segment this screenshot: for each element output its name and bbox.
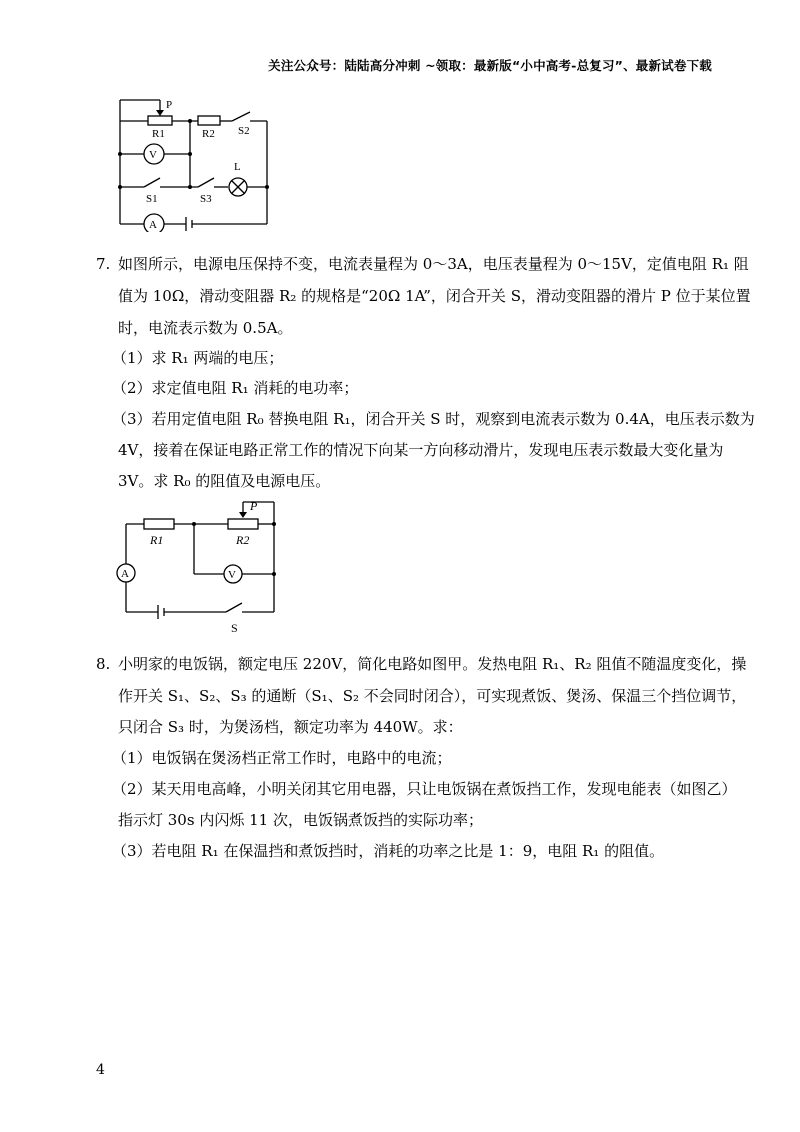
label-A: A (121, 568, 129, 580)
label-S3: S3 (200, 193, 212, 205)
label-S1: S1 (146, 193, 158, 205)
q7-line-7: 4V，接着在保证电路正常工作的情况下向某一方向移动滑片，发现电压表示数最大变化量为 (118, 441, 724, 459)
q8-line-4: （1）电饭锅在煲汤档正常工作时，电路中的电流； (112, 749, 452, 767)
circuit-diagram-1 (110, 92, 280, 236)
q7-line-5: （2）求定值电阻 R₁ 消耗的电功率； (112, 379, 359, 397)
q7-line-1: 如图所示，电源电压保持不变，电流表量程为 0～3A，电压表量程为 0～15V，定值电阻 R₁ 阻 (118, 255, 749, 273)
q8-line-7: （3）若电阻 R₁ 在保温挡和煮饭挡时，消耗的功率之比是 1：9，电阻 R₁ 的阻值。 (112, 842, 665, 860)
circuit-diagram-2-svg (108, 494, 298, 639)
q8-line-3: 只闭合 S₃ 时，为煲汤档，额定功率为 440W。求： (118, 718, 463, 736)
q8-line-5: （2）某天用电高峰，小明关闭其它用电器，只让电饭锅在煮饭挡工作，发现电能表（如图乙） (112, 780, 737, 798)
label-V: V (149, 149, 157, 161)
q7-number: 7. (96, 255, 111, 273)
q8-number: 8. (96, 655, 111, 673)
label-R2: R2 (236, 533, 250, 547)
label-S2: S2 (238, 125, 250, 137)
q7-line-4: （1）求 R₁ 两端的电压； (112, 349, 284, 367)
page-number: 4 (96, 1062, 105, 1078)
q8-line-2: 作开关 S₁、S₂、S₃ 的通断（S₁、S₂ 不会同时闭合），可实现煮饭、煲汤、保温三个挡位调节， (118, 687, 747, 705)
label-R1: R1 (152, 128, 165, 140)
page-header: 关注公众号：陆陆高分冲刺 ~领取：最新版“小中高考-总复习”、最新试卷下载 (268, 58, 712, 73)
label-P: P (250, 499, 258, 513)
q7-line-2: 值为 10Ω，滑动变阻器 R₂ 的规格是“20Ω 1A”，闭合开关 S，滑动变阻器的滑片 P 位于某位置 (118, 287, 751, 305)
label-R2: R2 (202, 128, 215, 140)
q7-line-3: 时，电流表示数为 0.5A。 (118, 319, 293, 337)
q8-line-1: 小明家的电饭锅，额定电压 220V，简化电路如图甲。发热电阻 R₁、R₂ 阻值不随温度变化，操 (118, 655, 747, 673)
label-R1: R1 (150, 533, 164, 547)
label-L: L (234, 161, 241, 173)
label-P: P (166, 99, 173, 111)
label-S: S (231, 621, 238, 635)
label-V: V (228, 569, 236, 581)
circuit-diagram-1-svg (110, 92, 280, 232)
q7-line-6: （3）若用定值电阻 R₀ 替换电阻 R₁，闭合开关 S 时，观察到电流表示数为 0.4A，电压表示数为 (112, 410, 755, 428)
q8-line-6: 指示灯 30s 内闪烁 11 次，电饭锅煮饭挡的实际功率； (118, 811, 483, 829)
circuit-diagram-2 (108, 494, 298, 643)
label-A: A (149, 219, 157, 231)
q7-line-8: 3V。求 R₀ 的阻值及电源电压。 (118, 472, 331, 490)
